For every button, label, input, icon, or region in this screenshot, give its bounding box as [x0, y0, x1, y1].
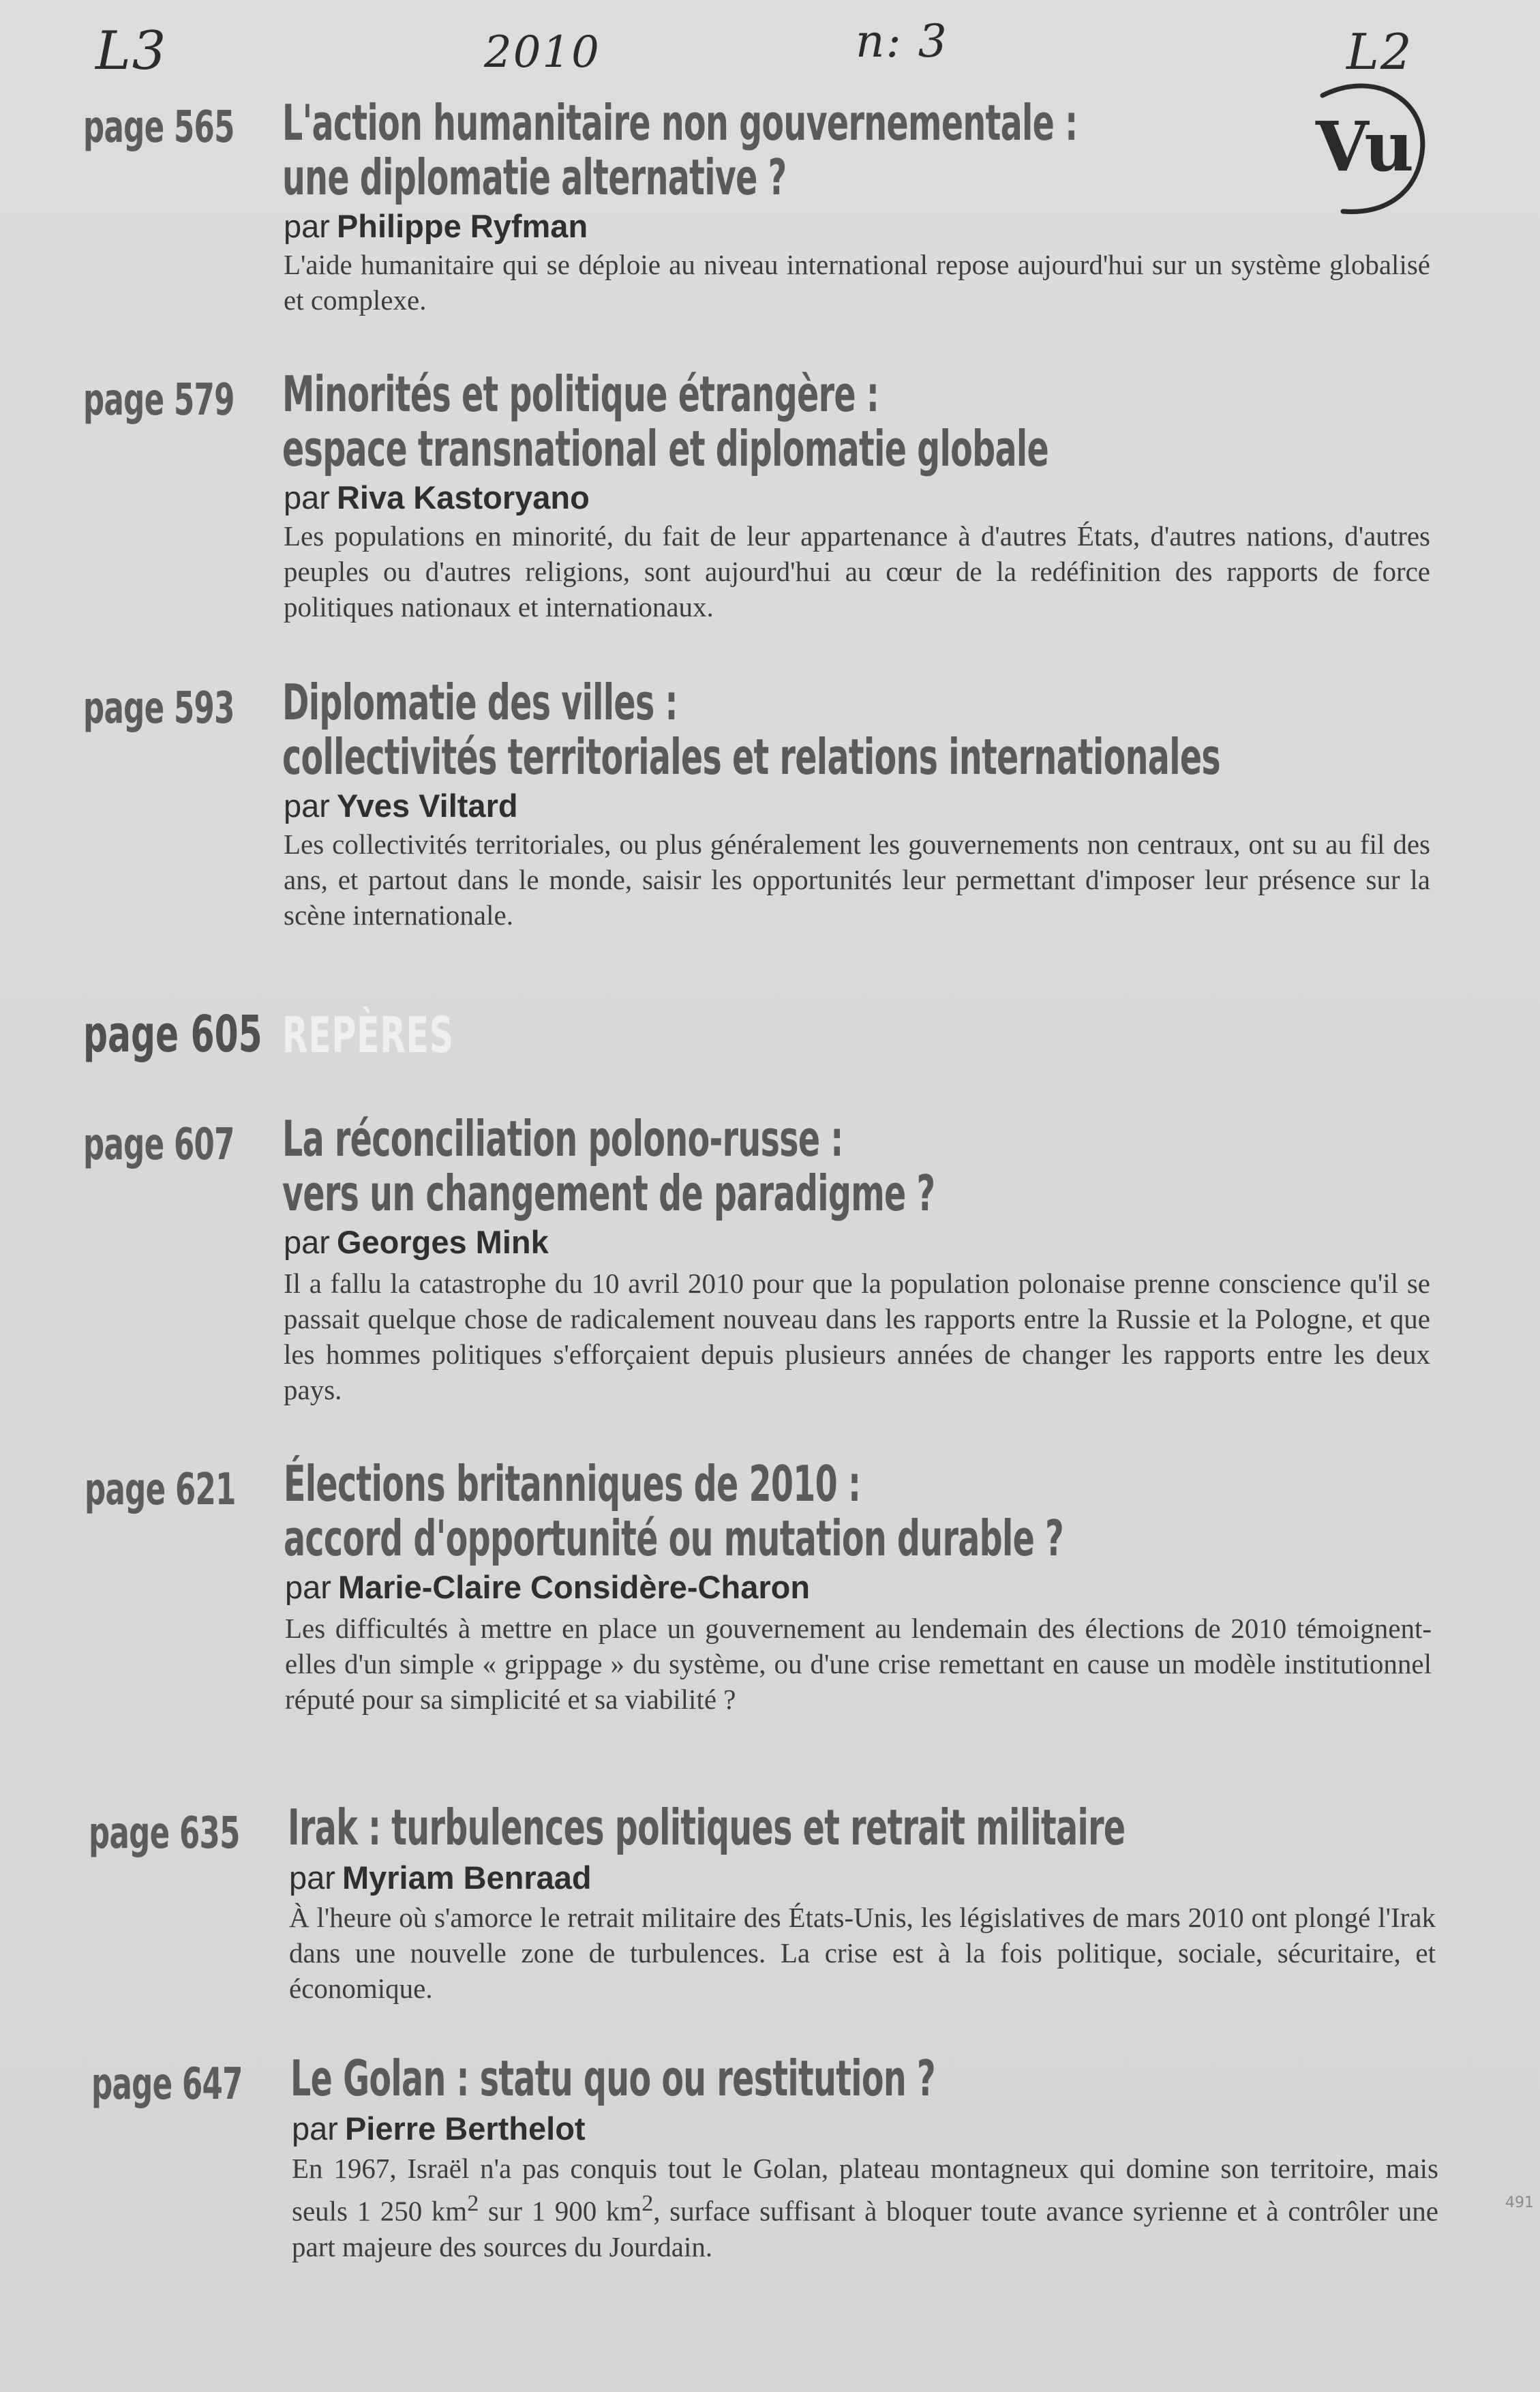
- author-name: Myriam Benraad: [342, 1859, 592, 1896]
- handwritten-note-l2: L2: [1346, 23, 1413, 80]
- page-number: 491: [1505, 2194, 1534, 2211]
- article-title-line2: collectivités territoriales et relations internationales: [282, 728, 1221, 786]
- author-prefix: par: [292, 2110, 338, 2147]
- article-title-line2: espace transnational et diplomatie globale: [282, 420, 1049, 477]
- page-reference: page 565: [83, 102, 235, 153]
- article-title-line1: L'action humanitaire non gouvernementale :: [282, 94, 1078, 151]
- author-prefix: par: [285, 1569, 331, 1605]
- author-name: Pierre Berthelot: [344, 2110, 586, 2147]
- handwritten-note-l3: L3: [95, 20, 168, 82]
- article-title-line2: accord d'opportunité ou mutation durable ?: [284, 1510, 1063, 1567]
- handwritten-note-issue: n: 3: [856, 15, 948, 68]
- article-author: [284, 1223, 549, 1261]
- page-reference: page 621: [85, 1465, 236, 1515]
- superscript: 2: [467, 2191, 479, 2216]
- author-name: Yves Viltard: [336, 788, 518, 824]
- author-prefix: par: [284, 788, 330, 824]
- section-heading: REPÈRES: [282, 1006, 454, 1064]
- vu-stamp: [1295, 75, 1432, 225]
- article-author: [292, 2110, 586, 2147]
- author-name: Marie-Claire Considère-Charon: [337, 1569, 811, 1605]
- author-prefix: par: [284, 479, 330, 515]
- article-title-line1: Élections britanniques de 2010 :: [284, 1455, 861, 1512]
- article-summary: Les collectivités territoriales, ou plus généralement les gouvernements non centraux, ont su au fil des ans, et partout dans le monde, saisir les opportunités leur permettant d'imposer leur présence sur la scène internationale.: [284, 828, 1430, 931]
- stamp-text: Vu: [1316, 106, 1414, 187]
- summary-text: , surface suffisant à bloquer toute avance syrienne et à contrôler une part majeure des sources du Jourdain.: [292, 2195, 1439, 2262]
- author-prefix: par: [284, 208, 330, 244]
- article-author: [284, 207, 588, 245]
- article-summary: Les populations en minorité, du fait de leur appartenance à d'autres États, d'autres nations, d'autres peuples ou d'autres religions, sont aujourd'hui au cœur de la redéfinition des rapports de force politiques nationaux et internationaux.: [284, 520, 1430, 623]
- section-page-reference: page 605: [83, 1005, 262, 1064]
- article-title-line2: une diplomatie alternative ?: [282, 149, 787, 206]
- author-name: Georges Mink: [336, 1224, 549, 1260]
- article-author: [289, 1859, 592, 1896]
- article-author: [284, 787, 518, 824]
- article-summary: Les difficultés à mettre en place un gouvernement au lendemain des élections de 2010 témoignent-elles d'un simple « grippage » du système, ou d'une crise remettant en cause un modèle institutionnel réputé pour sa simplicité et sa viabilité ?: [285, 1613, 1432, 1715]
- handwritten-note-year: 2010: [484, 27, 601, 78]
- article-summary: L'aide humanitaire qui se déploie au niveau international repose aujourd'hui sur un système globalisé et complexe.: [284, 249, 1430, 316]
- superscript: 2: [641, 2191, 654, 2216]
- page-reference: page 607: [83, 1120, 235, 1170]
- author-name: Riva Kastoryano: [336, 479, 590, 515]
- summary-text: En 1967, Israël n'a pas conquis tout le Golan, plateau montagneux qui domine son territoire, mais seuls 1 250 km: [292, 2153, 1438, 2227]
- page-reference: page 593: [83, 683, 235, 734]
- article-title-line1: Minorités et politique étrangère :: [282, 365, 879, 423]
- article-summary: Il a fallu la catastrophe du 10 avril 2010 pour que la population polonaise prenne conscience qu'il se passait quelque chose de radicalement nouveau dans les rapports entre la Russie et la Pologne, et que les hommes politiques s'efforçaient depuis plusieurs années de changer les rapports entre les deux pays.: [284, 1268, 1430, 1405]
- article-summary: À l'heure où s'amorce le retrait militaire des États-Unis, les législatives de mars 2010 ont plongé l'Irak dans une nouvelle zone de turbulences. La crise est à la fois politique, sociale, sécuritaire, et économique.: [289, 1902, 1436, 2004]
- page-reference: page 647: [91, 2059, 243, 2110]
- article-title-line1: La réconciliation polono-russe :: [282, 1110, 843, 1167]
- author-name: Philippe Ryfman: [336, 208, 588, 244]
- article-summary: [292, 2151, 1438, 2264]
- article-author: [285, 1568, 810, 1606]
- summary-text: sur 1 900 km: [479, 2195, 642, 2227]
- article-title-line1: Le Golan : statu quo ou restitution ?: [290, 2050, 935, 2107]
- author-prefix: par: [289, 1859, 335, 1896]
- article-title-line1: Diplomatie des villes :: [282, 674, 678, 731]
- page-reference: page 635: [89, 1808, 240, 1859]
- article-title-line1: Irak : turbulences politiques et retrait militaire: [288, 1799, 1126, 1856]
- page-reference: page 579: [83, 375, 235, 425]
- author-prefix: par: [284, 1224, 330, 1260]
- article-title-line2: vers un changement de paradigme ?: [282, 1165, 935, 1222]
- article-author: [284, 479, 590, 516]
